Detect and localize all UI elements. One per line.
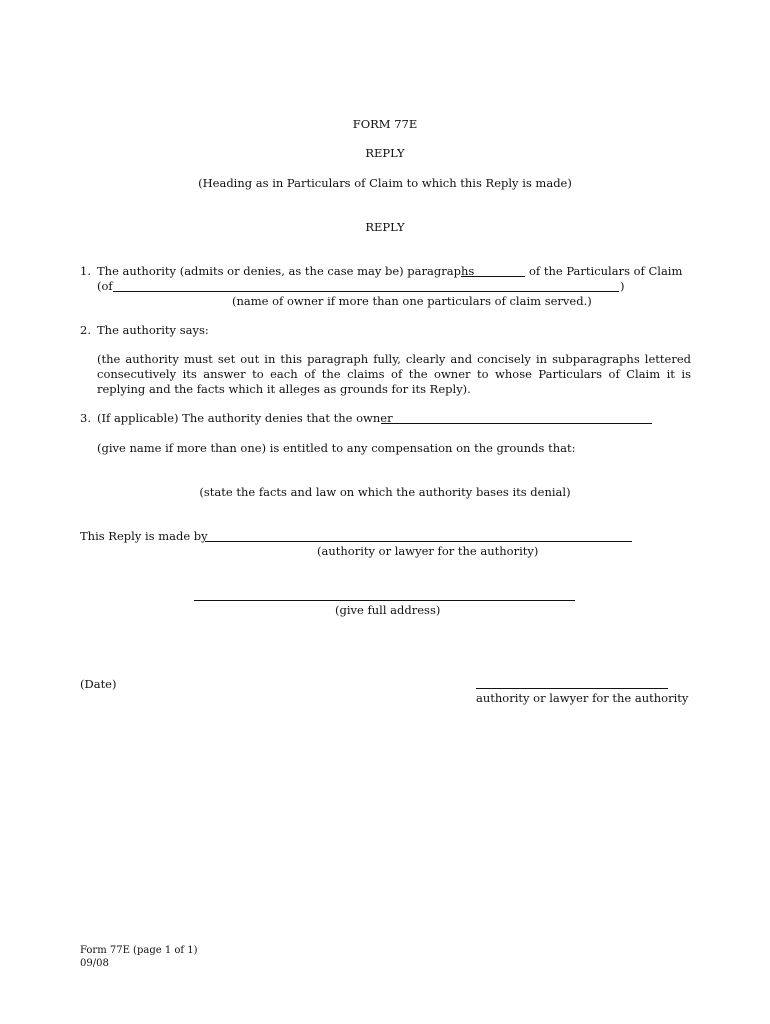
footer-revision: 09/08	[80, 958, 109, 969]
item-1-text-a: The authority (admits or denies, as the case may be) paragraphs	[97, 264, 475, 278]
reply-title: REPLY	[365, 146, 405, 160]
item-1-of-close: )	[620, 279, 625, 293]
item-1-of-open: (of	[97, 279, 113, 293]
item-1-text-b: of the Particulars of Claim	[529, 264, 683, 278]
item-2-instruction: (the authority must set out in this paragraph fully, clearly and concisely in subparagraphs lettered consecutively its answer to each of the claims of the owner to whose Particulars of Claim it is replying and the facts which it alleges as grounds for its Reply).	[97, 352, 691, 396]
paragraphs-blank-line[interactable]	[461, 276, 525, 277]
signer-caption: authority or lawyer for the authority	[476, 691, 689, 705]
address-caption: (give full address)	[335, 603, 441, 617]
made-by-blank-line[interactable]	[205, 541, 632, 542]
owner-denial-blank-line[interactable]	[381, 423, 652, 424]
address-blank-line[interactable]	[194, 600, 575, 601]
item-2-text: The authority says:	[97, 323, 209, 337]
item-3-text: (If applicable) The authority denies that the owner	[97, 411, 393, 425]
signature-blank-line[interactable]	[476, 688, 668, 689]
footer-page-info: Form 77E (page 1 of 1)	[80, 945, 198, 956]
denial-note: (state the facts and law on which the authority bases its denial)	[199, 485, 571, 499]
item-3-number: 3.	[80, 411, 91, 425]
item-3-continuation: (give name if more than one) is entitled to any compensation on the grounds that:	[97, 441, 576, 455]
item-1-number: 1.	[80, 264, 91, 278]
form-number: FORM 77E	[352, 117, 418, 131]
owner-name-blank-line[interactable]	[113, 291, 619, 292]
made-by-label: This Reply is made by	[80, 529, 208, 543]
made-by-caption: (authority or lawyer for the authority)	[317, 544, 539, 558]
date-label: (Date)	[80, 677, 117, 691]
owner-name-caption: (name of owner if more than one particulars of claim served.)	[232, 294, 592, 308]
heading-note: (Heading as in Particulars of Claim to which this Reply is made)	[198, 176, 572, 190]
item-2-number: 2.	[80, 323, 91, 337]
reply-title-secondary: REPLY	[365, 220, 405, 234]
